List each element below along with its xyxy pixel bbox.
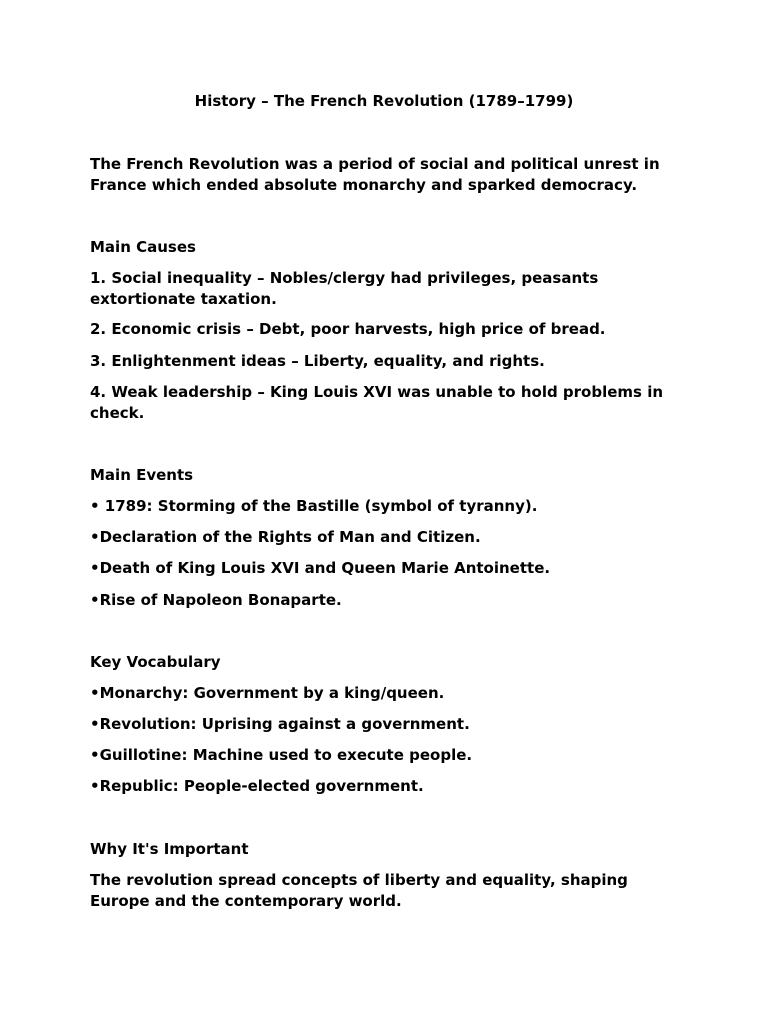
importance-heading: Why It's Important [90, 840, 249, 858]
document-title: History – The French Revolution (1789–1799) [194, 92, 574, 110]
event-item: •Declaration of the Rights of Man and Citizen. [90, 528, 481, 546]
vocabulary-item: •Revolution: Uprising against a government. [90, 715, 470, 733]
event-item: •Death of King Louis XVI and Queen Marie Antoinette. [90, 559, 551, 577]
cause-item: 1. Social inequality – Nobles/clergy had privileges, peasants extortionate taxation. [90, 269, 599, 308]
causes-heading: Main Causes [90, 238, 196, 256]
importance-paragraph: The revolution spread concepts of liberty and equality, shaping Europe and the contemporary world. [90, 871, 628, 910]
event-item: • 1789: Storming of the Bastille (symbol of tyranny). [90, 497, 538, 515]
intro-paragraph: The French Revolution was a period of social and political unrest in France which ended absolute monarchy and sparked democracy. [90, 155, 660, 194]
vocabulary-item: •Republic: People-elected government. [90, 777, 424, 795]
event-item: •Rise of Napoleon Bonaparte. [90, 591, 342, 609]
cause-item: 3. Enlightenment ideas – Liberty, equality, and rights. [90, 352, 545, 370]
vocabulary-item: •Guillotine: Machine used to execute people. [90, 746, 473, 764]
vocabulary-item: •Monarchy: Government by a king/queen. [90, 684, 445, 702]
events-heading: Main Events [90, 466, 194, 484]
cause-item: 2. Economic crisis – Debt, poor harvests, high price of bread. [90, 320, 606, 338]
cause-item: 4. Weak leadership – King Louis XVI was unable to hold problems in check. [90, 383, 664, 422]
vocabulary-heading: Key Vocabulary [90, 653, 221, 671]
